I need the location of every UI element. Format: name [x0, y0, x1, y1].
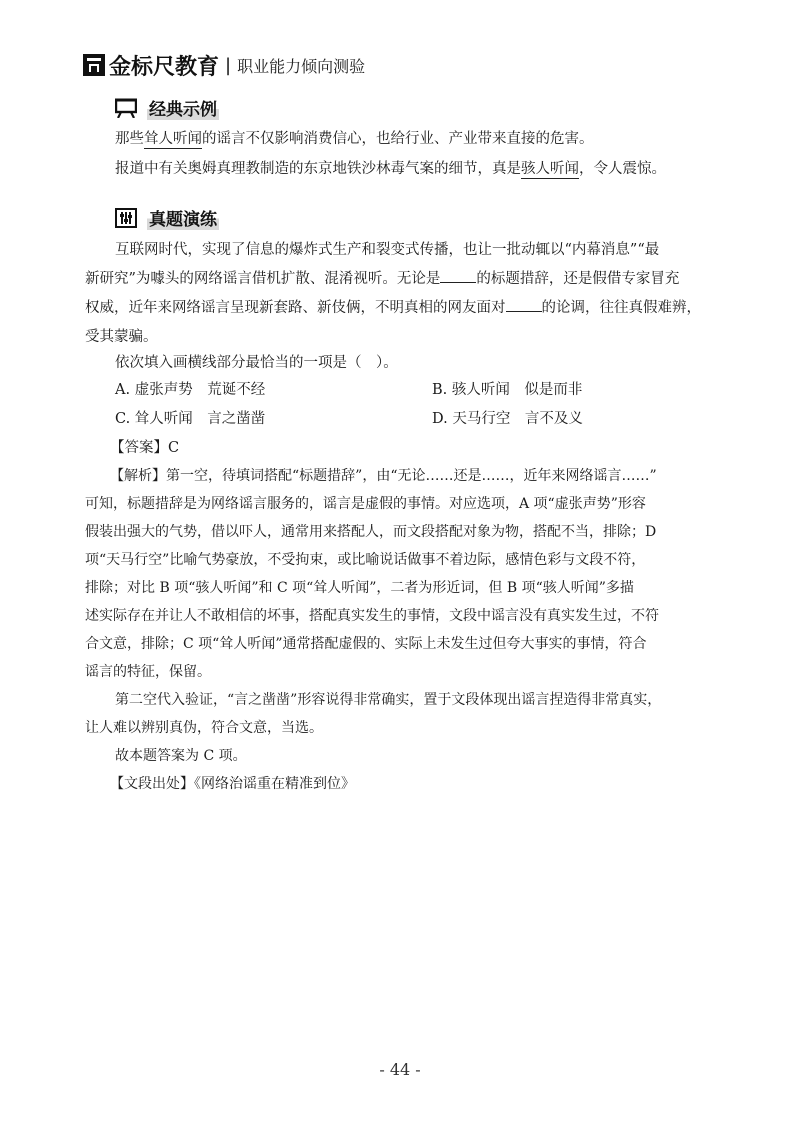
analysis-line-8: 谣言的特征，保留。 [85, 664, 211, 680]
page-header [83, 50, 365, 80]
brand-name: 金标尺教育 [109, 54, 220, 80]
header-subtitle: 职业能力倾向测验 [237, 56, 366, 76]
analysis-conclusion: 故本题答案为 C 项。 [115, 748, 247, 764]
page-number: - 44 - [379, 1060, 421, 1079]
analysis-line-10: 让人难以辨别真伪，符合文意，当选。 [85, 720, 323, 736]
example-section-title [115, 95, 219, 120]
question-stem: 依次填入画横线部分最恰当的一项是（ ）。 [115, 355, 398, 371]
logo-mark-icon [83, 54, 105, 76]
passage-line-4: 受其蒙骗。 [85, 329, 158, 345]
example-sentence-1: 那些耸人听闻的谣言不仅影响消费信心，也给行业、产业带来直接的危害。 [115, 131, 594, 147]
analysis-line-4: 项“天马行空”比喻气势豪放，不受拘束，或比喻说话做事不着边际，感情色彩与文段不符， [85, 552, 646, 568]
option-d: D. 天马行空 言不及义 [432, 411, 583, 427]
passage-line-3: 权威，近年来网络谣言呈现新套路、新伎俩，不明真相的网友面对 的论调，往往真假难辨， [85, 294, 701, 323]
option-c: C. 耸人听闻 言之凿凿 [115, 411, 266, 427]
example-term-1: 耸人听闻 [144, 131, 202, 147]
analysis-line-6: 述实际存在并让人不敢相信的坏事，搭配真实发生的事情，文段中谣言没有真实发生过，不符 [85, 608, 659, 624]
analysis-line-3: 假装出强大的气势，借以吓人，通常用来搭配人，而文段搭配对象为物，搭配不当，排除；D [85, 524, 657, 540]
blank-1 [440, 267, 476, 283]
option-a: A. 虚张声势 荒诞不经 [115, 382, 266, 398]
analysis-line-9: 第二空代入验证，“言之凿凿”形容说得非常确实，置于文段体现出谣言捏造得非常真实， [115, 692, 662, 708]
practice-section-title [115, 205, 219, 230]
brand-logo [83, 50, 219, 81]
example-term-2: 骇人听闻 [521, 161, 579, 177]
presentation-board-icon [115, 98, 137, 118]
example-sentence-2: 报道中有关奥姆真理教制造的东京地铁沙林毒气案的细节，真是骇人听闻，令人震惊。 [115, 161, 666, 177]
example-title: 经典示例 [147, 95, 219, 120]
option-b: B. 骇人听闻 似是而非 [432, 382, 583, 398]
analysis-line-1: 【解析】第一空，待填词搭配“标题措辞”，由“无论……还是……，近年来网络谣言……” [110, 468, 657, 484]
analysis-line-5: 排除；对比 B 项“骇人听闻”和 C 项“耸人听闻”，二者为形近词，但 B 项“骇人听闻”多描 [85, 580, 634, 596]
practice-title: 真题演练 [147, 205, 219, 230]
header-separator: | [225, 54, 232, 76]
equalizer-icon [115, 208, 137, 228]
analysis-line-7: 合文意，排除；C 项“耸人听闻”通常搭配虚假的、实际上未发生过但夸大事实的事情，符合 [85, 636, 647, 652]
source-line: 【文段出处】《网络治谣重在精准到位》 [110, 776, 355, 792]
passage-line-2: 新研究”为噱头的网络谣言借机扩散、混淆视听。无论是 的标题措辞，还是假借专家冒充 [85, 265, 679, 294]
analysis-line-2: 可知，标题措辞是为网络谣言服务的，谣言是虚假的事情。对应选项，A 项“虚张声势”形容 [85, 496, 646, 512]
passage-line-1: 互联网时代，实现了信息的爆炸式生产和裂变式传播，也让一批动辄以“内幕消息”“最 [115, 242, 660, 258]
answer-line: 【答案】C [110, 440, 180, 456]
blank-2 [506, 296, 542, 312]
